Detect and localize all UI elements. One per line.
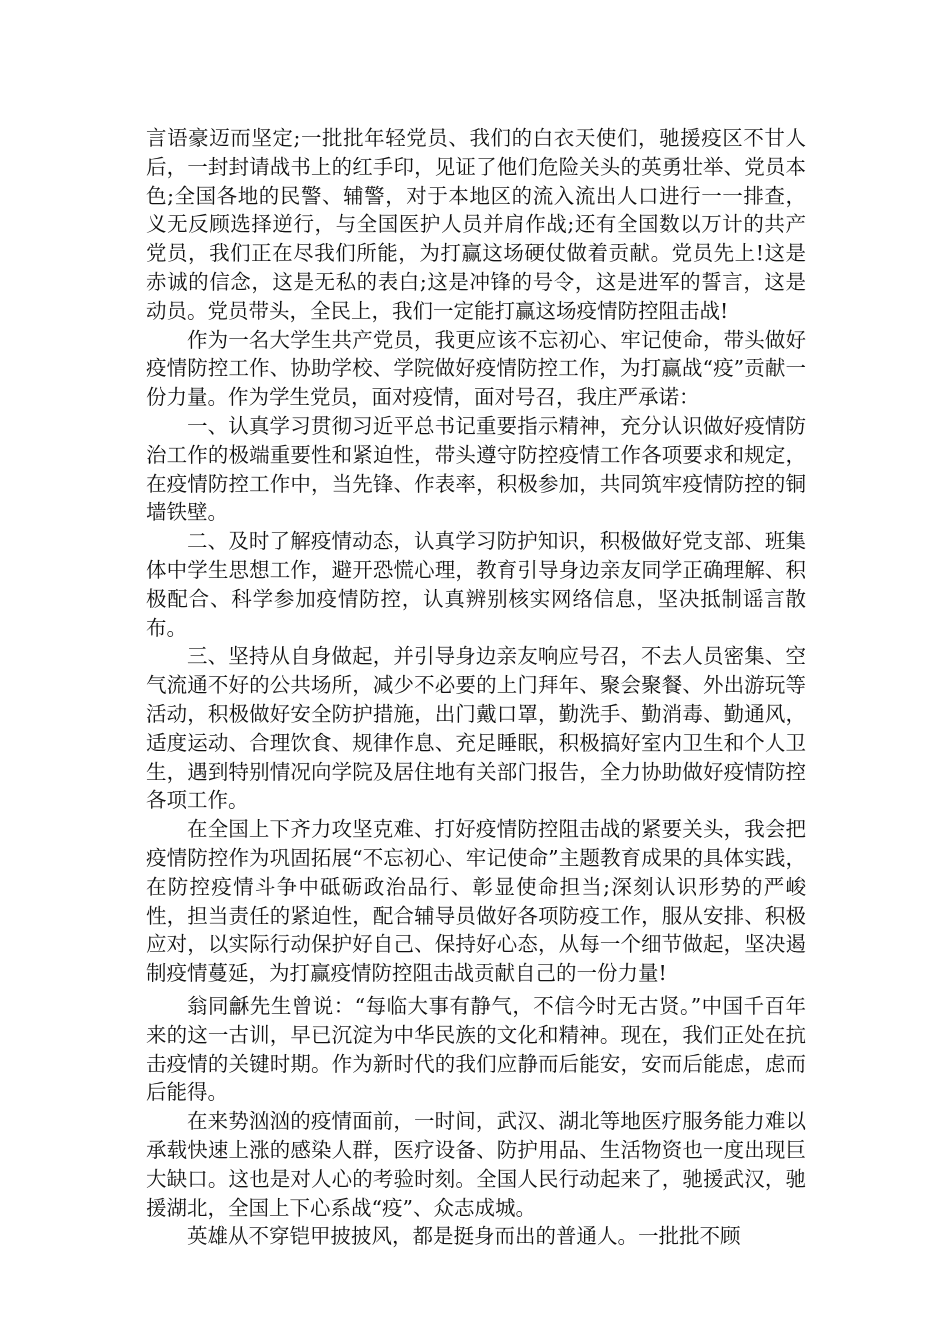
document-section-2 [146, 992, 806, 1251]
paragraph-epidemic: 在来势汹汹的疫情面前，一时间，武汉、湖北等地医疗服务能力难以承载快速上涨的感染人群，医疗设备、防护用品、生活物资也一度出现巨大缺口。这也是对人心的考验时刻。全国人民行动起来了，驰援武汉，驰援湖北，全国上下心系战“疫”、众志成城。 [146, 1109, 806, 1220]
paragraph-pledge-1: 一、认真学习贯彻习近平总书记重要指示精神，充分认识做好疫情防治工作的极端重要性和紧迫性，带头遵守防控疫情工作各项要求和规定，在疫情防控工作中，当先锋、作表率，积极参加，共同筑牢疫情防控的铜墙铁壁。 [146, 413, 806, 525]
paragraph-pledge-3: 三、坚持从自身做起，并引导身边亲友响应号召，不去人员密集、空气流通不好的公共场所，减少不必要的上门拜年、聚会聚餐、外出游玩等活动，积极做好安全防护措施，出门戴口罩，勤洗手、勤消毒、勤通风，适度运动、合理饮食、规律作息、充足睡眠，积极搞好室内卫生和个人卫生，遇到特别情况向学院及居住地有关部门报告，全力协助做好疫情防控各项工作。 [146, 644, 806, 813]
paragraph-conclusion: 在全国上下齐力攻坚克难、打好疫情防控阻击战的紧要关头，我会把疫情防控作为巩固拓展“不忘初心、牢记使命”主题教育成果的具体实践，在防控疫情斗争中砥砺政治品行、彰显使命担当;深刻认识形势的严峻性，担当责任的紧迫性，配合辅导员做好各项防疫工作，服从安排、积极应对，以实际行动保护好自己、保持好心态，从每一个细节做起，坚决遏制疫情蔓延，为打赢疫情防控阻击战贡献自己的一份力量! [146, 817, 806, 986]
paragraph-heroes: 英雄从不穿铠甲披披风，都是挺身而出的普通人。一批批不顾 [187, 1224, 741, 1249]
paragraph-continued: 言语豪迈而坚定;一批批年轻党员、我们的白衣天使们，驰援疫区不甘人后，一封封请战书上的红手印，见证了他们危险关头的英勇壮举、党员本色;全国各地的民警、辅警，对于本地区的流入流出人口进行一一排查，义无反顾选择逆行，与全国医护人员并肩作战;还有全国数以万计的共产党员，我们正在尽我们所能，为打赢这场硬仗做着贡献。党员先上!这是赤诚的信念，这是无私的表白;这是冲锋的号令，这是进军的誓言，这是动员。党员带头，全民上，我们一定能打赢这场疫情防控阻击战! [146, 126, 806, 323]
paragraph-quote: 翁同龢先生曾说：“每临大事有静气，不信今时无古贤。”中国千百年来的这一古训，早已沉淀为中华民族的文化和精神。现在，我们正处在抗击疫情的关键时期。作为新时代的我们应静而后能安，安而后能虑，虑而后能得。 [146, 994, 806, 1105]
paragraph-pledge-2: 二、及时了解疫情动态，认真学习防护知识，积极做好党支部、班集体中学生思想工作，避开恐慌心理，教育引导身边亲友同学正确理解、积极配合、科学参加疫情防控，认真辨别核实网络信息，坚决抵制谣言散布。 [146, 529, 806, 640]
document-section-1 [146, 124, 806, 988]
paragraph-commitment-intro: 作为一名大学生共产党员，我更应该不忘初心、牢记使命，带头做好疫情防控工作、协助学校、学院做好疫情防控工作，为打赢战“疫”贡献一份力量。作为学生党员，面对疫情，面对号召，我庄严承诺： [146, 327, 806, 410]
